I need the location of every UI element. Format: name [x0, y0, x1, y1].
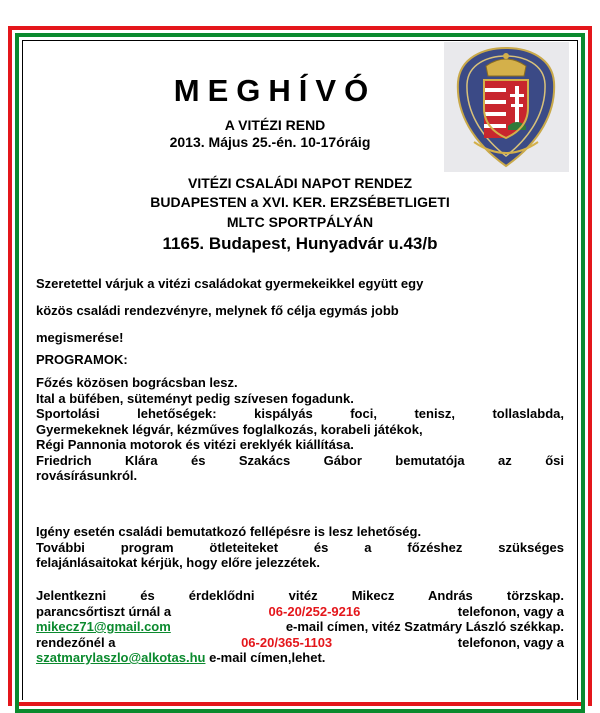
- contact-paragraph: [36, 588, 564, 666]
- intro-line: megismerése!: [36, 330, 124, 345]
- contact-text: rendezőnél a: [36, 634, 116, 650]
- phone-number-2[interactable]: 06-20/365-1103: [241, 634, 333, 650]
- program-item: Gyermekeknek légvár, kézműves foglalkozás, korabeli játékok,: [36, 421, 423, 437]
- event-address: 1165. Budapest, Hunyadvár u.43/b: [162, 234, 438, 253]
- contact-line: Jelentkezni és érdeklődni vitéz Mikecz András törzskap.: [36, 588, 564, 603]
- coat-of-arms-icon: [444, 42, 569, 172]
- organizer-subtitle: A VITÉZI REND: [224, 117, 326, 133]
- contact-text: parancsőrtiszt úrnál a: [36, 603, 172, 619]
- page-title: MEGHÍVÓ: [173, 73, 377, 108]
- intro-paragraph: [36, 270, 564, 351]
- contact-text: telefonon, vagy a: [457, 603, 564, 619]
- contact-text: e-mail címen,lehet.: [209, 650, 326, 665]
- program-item: Régi Pannonia motorok és vitézi ereklyék kiállítása.: [36, 437, 354, 452]
- offers-line: További program ötleteiteket és a főzéshez szükséges: [36, 539, 564, 555]
- contact-line: [36, 635, 564, 651]
- offers-paragraph: [36, 524, 564, 571]
- intro-line: Szeretettel várjuk a vitézi családokat gyermekeikkel együtt egy: [36, 276, 424, 291]
- phone-number-1[interactable]: 06-20/252-9216: [268, 603, 361, 619]
- programs-list: [36, 375, 564, 484]
- programs-heading: PROGRAMOK:: [36, 352, 128, 367]
- contact-line: [36, 604, 564, 620]
- email-link-mikecz[interactable]: mikecz71@gmail.com: [36, 619, 171, 634]
- contact-text: telefonon, vagy a: [457, 634, 564, 650]
- program-item: Sportolási lehetőségek: kispályás foci, tenisz, tollaslabda,: [36, 406, 564, 421]
- offers-line: felajánlásaitokat kérjük, hogy előre jelezzétek.: [36, 555, 320, 570]
- program-item: Friedrich Klára és Szakács Gábor bemutatója az ősi: [36, 452, 564, 468]
- contact-line: [36, 650, 564, 666]
- contact-text: e-mail címen, vitéz Szatmáry László székkap.: [285, 619, 564, 634]
- email-link-szatmary[interactable]: szatmarylaszlo@alkotas.hu: [36, 650, 206, 665]
- contact-line: [36, 619, 564, 635]
- intro-line: közös családi rendezvényre, melynek fő célja egymás jobb: [36, 303, 399, 318]
- program-item: Ital a büfében, süteményt pedig szívesen fogadunk.: [36, 390, 354, 406]
- program-item: rovásírásunkról.: [36, 468, 138, 483]
- program-item: Főzés közösen bográcsban lesz.: [36, 375, 238, 390]
- event-line-3: MLTC SPORTPÁLYÁN: [226, 214, 374, 230]
- event-line-2: BUDAPESTEN a XVI. KER. ERZSÉBETLIGETI: [150, 194, 450, 210]
- event-date: 2013. Május 25.-én. 10-17óráig: [169, 134, 371, 150]
- event-line-1: VITÉZI CSALÁDI NAPOT RENDEZ: [187, 175, 412, 191]
- offers-line: Igény esetén családi bemutatkozó fellépésre is lesz lehetőség.: [36, 524, 422, 539]
